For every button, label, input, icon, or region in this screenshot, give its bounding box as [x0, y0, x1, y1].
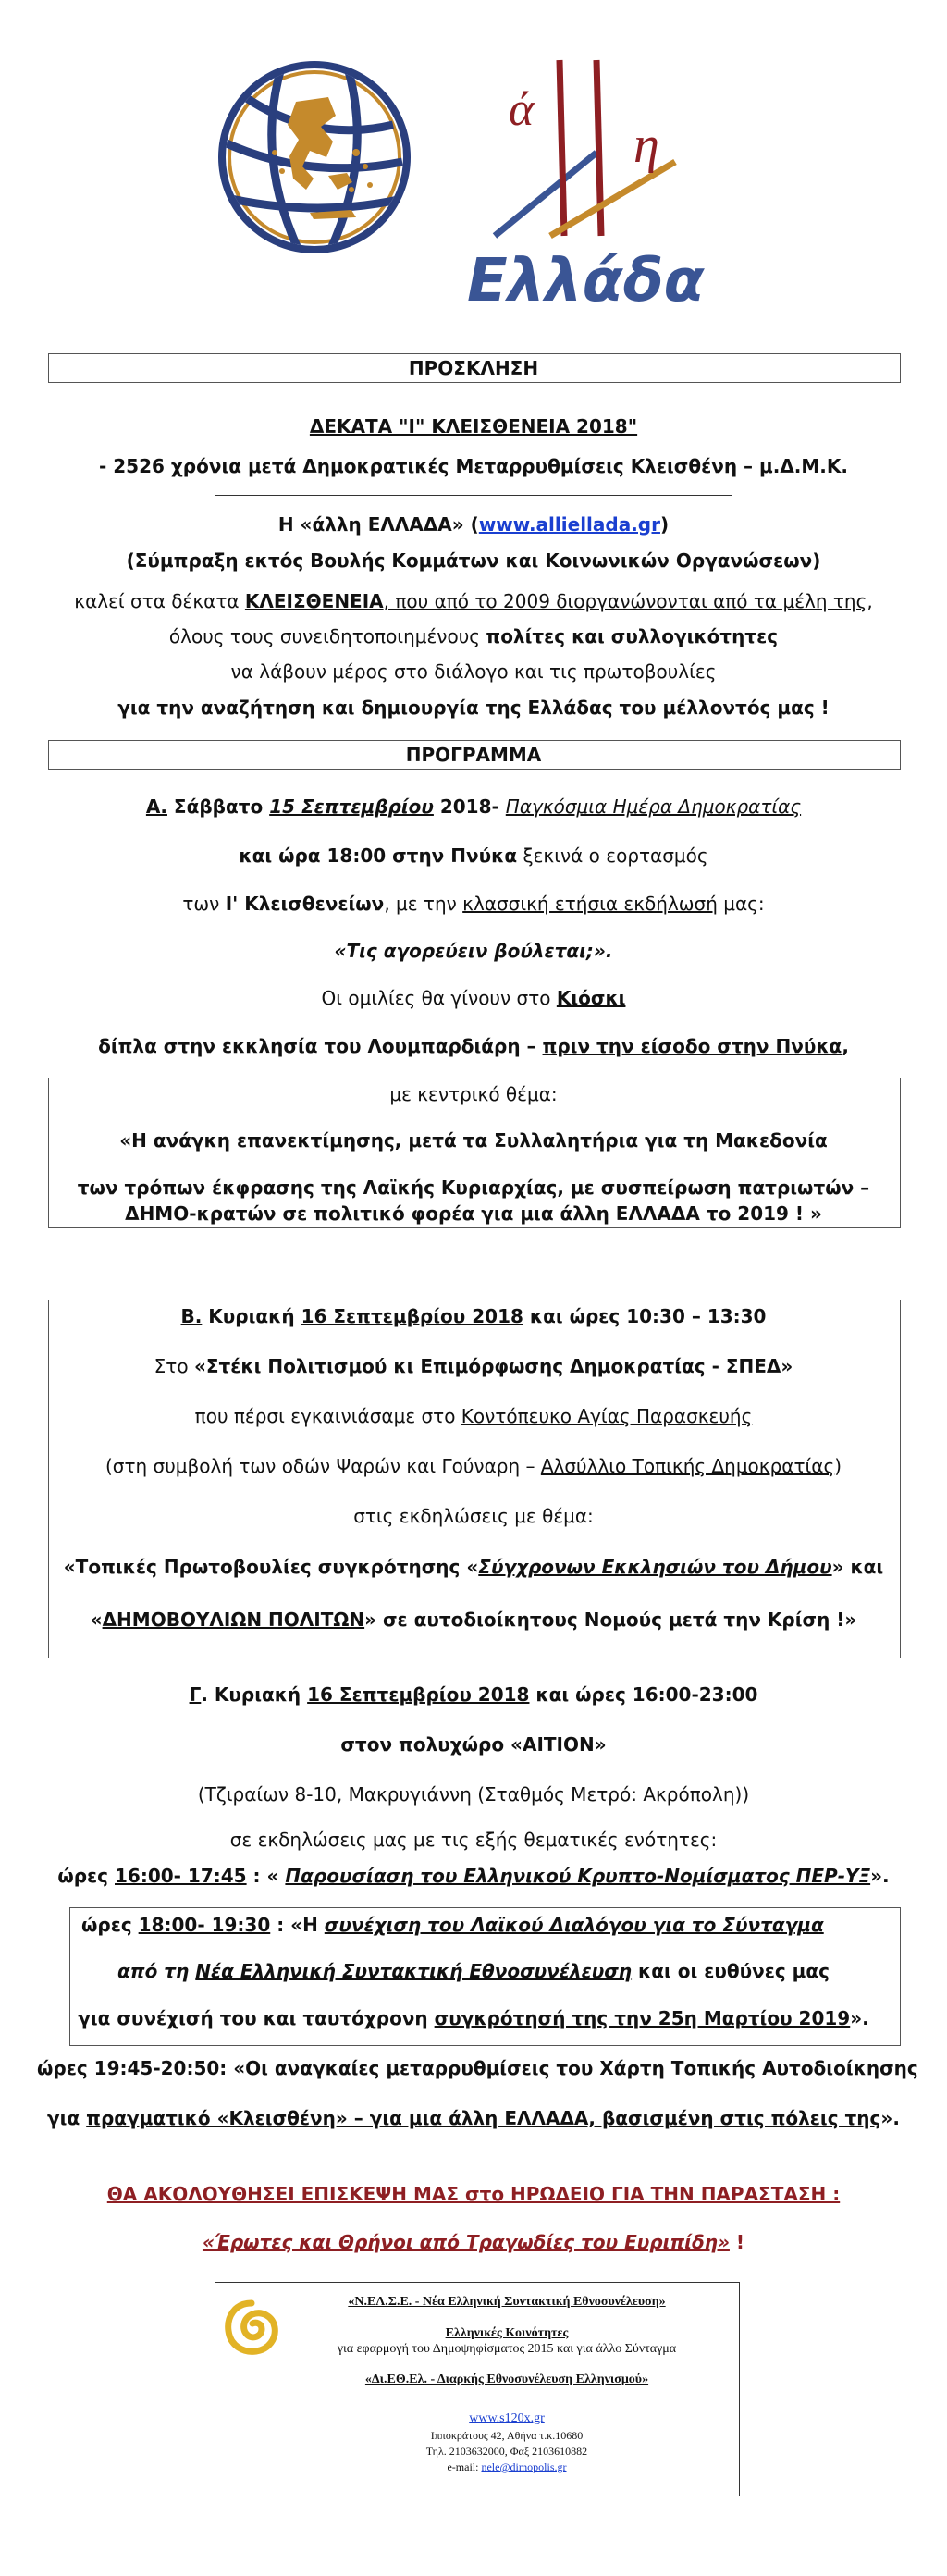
section-b-place: που πέρσι εγκαινιάσαμε στο Κοντόπευκο Αγίας Παρασκευής: [194, 1405, 753, 1427]
section-c-address: (Τζιραίων 8-10, Μακρυγιάννη (Σταθμός Μετρό: Ακρόπολη)): [197, 1783, 750, 1806]
section-c-intro: σε εκδηλώσεις μας με τις εξής θεματικές ενότητες:: [229, 1829, 718, 1851]
section-a-theme-label: με κεντρικό θέμα:: [389, 1083, 558, 1105]
section-b-theme-label: στις εκδηλώσεις με θέμα:: [353, 1505, 594, 1527]
footer-website-link[interactable]: www.s120x.gr: [469, 2411, 545, 2425]
section-b-venue: Στο «Στέκι Πολιτισμού κι Επιμόρφωσης Δημοκρατίας - ΣΠΕΔ»: [154, 1355, 793, 1377]
section-a-time: και ώρα 18:00 στην Πνύκα ξεκινά ο εορτασμός: [239, 844, 708, 867]
footer-line-2: Ελληνικές Κοινότητες: [445, 2326, 569, 2340]
org-line: Η «άλλη ΕΛΛΑΔΑ» (www.alliellada.gr): [277, 513, 670, 536]
section-b-address: (στη συμβολή των οδών Ψαρών και Γούναρη – Αλσύλλιο Τοπικής Δημοκρατίας): [105, 1455, 842, 1477]
alli-ellada-logo: [458, 51, 726, 319]
footer-card: [215, 2282, 740, 2496]
section-c-session-2-line-2: από τη Νέα Ελληνική Συντακτική Εθνοσυνέλευση και οι ευθύνες μας: [117, 1960, 830, 1982]
section-c-session-2-line-1: ώρες 18:00- 19:30 : «Η συνέχιση του Λαϊκού Διαλόγου για το Σύνταγμα: [81, 1914, 824, 1936]
footer-line-5: [280, 2410, 733, 2426]
separator-line: [215, 495, 732, 496]
footer-line-4: «Δι.ΕΘ.Ελ. - Διαρκής Εθνοσυνέλευση Ελληνισμού»: [364, 2373, 649, 2386]
circle-emblem-logo: [217, 60, 412, 254]
brand-eta-glyph: η: [633, 117, 659, 174]
intro-line-3: να λάβουν μέρος στο διάλογο και τις πρωτοβουλίες: [230, 660, 717, 683]
event-title: ΔΕΚΑΤΑ "Ι" ΚΛΕΙΣΘΕΝΕΙΑ 2018": [309, 415, 638, 438]
section-c-venue: στον πολυχώρο «ΑΙΤΙΟΝ»: [340, 1733, 607, 1756]
footer-line-8: e-mail: nele@dimopolis.gr: [447, 2460, 567, 2473]
closing-performance: «Έρωτες και Θρήνοι από Τραγωδίες του Ευριπίδη» !: [202, 2231, 745, 2253]
brand-text: Ελλάδα: [467, 247, 705, 315]
intro-line-1: καλεί στα δέκατα ΚΛΕΙΣΘΕΝΕΙΑ, που από το 2009 διοργανώνονται από τα μέλη της,: [74, 590, 873, 612]
section-a-theme-1: «Η ανάγκη επανεκτίμησης, μετά τα Συλλαλητήρια για τη Μακεδονία: [119, 1129, 828, 1152]
event-subtitle: - 2526 χρόνια μετά Δημοκρατικές Μεταρρυθμίσεις Κλεισθένη – μ.Δ.Μ.Κ.: [99, 455, 848, 477]
section-a-location: δίπλα στην εκκλησία του Λουμπαρδιάρη – πριν την είσοδο στην Πνύκα,: [98, 1035, 849, 1057]
invitation-heading: ΠΡΟΣΚΛΗΣΗ: [408, 357, 539, 379]
section-a-event: των Ι' Κλεισθενείων, με την κλασσική ετήσια εκδήλωσή μας:: [182, 893, 765, 915]
section-c-session-3-line-2: για πραγματικό «Κλεισθένη» – για μια άλλη ΕΛΛΑΔΑ, βασισμένη στις πόλεις της».: [47, 2107, 900, 2129]
footer-line-3: για εφαρμογή του Δημοψηφίσματος 2015 και για άλλο Σύνταγμα: [337, 2342, 677, 2356]
spiral-logo-icon: [221, 2296, 282, 2360]
intro-line-2: όλους τους συνειδητοποιημένους πολίτες και συλλογικότητες: [168, 625, 779, 647]
section-c-session-2-line-3: για συνέχισή του και ταυτόχρονη συγκρότησή της την 25η Μαρτίου 2019».: [78, 2007, 869, 2029]
footer-line-7: Τηλ. 2103632000, Φαξ 2103610882: [425, 2445, 588, 2458]
section-c-date: Γ. Κυριακή 16 Σεπτεμβρίου 2018 και ώρες 16:00-23:00: [189, 1683, 758, 1706]
section-a-theme-3: ΔΗΜΟ-κρατών σε πολιτικό φορέα για μια άλλη ΕΛΛΑΔΑ το 2019 ! »: [125, 1202, 822, 1225]
closing-announcement: ΘΑ ΑΚΟΛΟΥΘΗΣΕΙ ΕΠΙΣΚΕΨΗ ΜΑΣ στο ΗΡΩΔΕΙΟ ΓΙΑ ΤΗΝ ΠΑΡΑΣΤΑΣΗ :: [106, 2183, 841, 2205]
section-b-date: Β. Κυριακή 16 Σεπτεμβρίου 2018 και ώρες 10:30 – 13:30: [180, 1305, 767, 1327]
section-a-quote: «Τις αγορεύειν βούλεται;».: [334, 940, 613, 962]
brand-alpha-glyph: ά: [509, 83, 535, 136]
org-description: (Σύμπραξη εκτός Βουλής Κομμάτων και Κοινωνικών Οργανώσεων): [126, 549, 821, 572]
intro-line-4: για την αναζήτηση και δημιουργία της Ελλάδας του μέλλοντός μας !: [117, 696, 830, 719]
program-heading: ΠΡΟΓΡΑΜΜΑ: [405, 744, 542, 766]
section-a-date: Α. Σάββατο 15 Σεπτεμβρίου 2018- Παγκόσμια Ημέρα Δημοκρατίας: [145, 795, 802, 818]
section-c-session-3-line-1: ώρες 19:45-20:50: «Οι αναγκαίες μεταρρυθμίσεις του Χάρτη Τοπικής Αυτοδιοίκησης: [37, 2057, 918, 2079]
org-website-link[interactable]: www.alliellada.gr: [478, 513, 660, 536]
section-a-venue: Οι ομιλίες θα γίνουν στο Κιόσκι: [321, 987, 626, 1009]
footer-line-6: Ιπποκράτους 42, Αθήνα τ.κ.10680: [430, 2429, 584, 2442]
section-c-session-1: ώρες 16:00- 17:45 : « Παρουσίαση του Ελληνικού Κρυπτο-Νομίσματος ΠΕΡ-ΥΞ».: [57, 1865, 890, 1887]
footer-line-1: «Ν.ΕΛ.Σ.Ε. - Νέα Ελληνική Συντακτική Εθνοσυνέλευση»: [348, 2295, 666, 2309]
section-a-theme-2: των τρόπων έκφρασης της Λαϊκής Κυριαρχίας, με συσπείρωση πατριωτών –: [77, 1177, 870, 1199]
footer-email-link[interactable]: nele@dimopolis.gr: [481, 2460, 567, 2473]
section-b-theme-1: «Τοπικές Πρωτοβουλίες συγκρότησης «Σύγχρονων Εκκλησιών του Δήμου» και: [63, 1556, 884, 1578]
section-b-theme-2: «ΔΗΜΟΒΟΥΛΙΩΝ ΠΟΛΙΤΩΝ» σε αυτοδιοίκητους Νομούς μετά την Κρίση !»: [90, 1608, 857, 1631]
